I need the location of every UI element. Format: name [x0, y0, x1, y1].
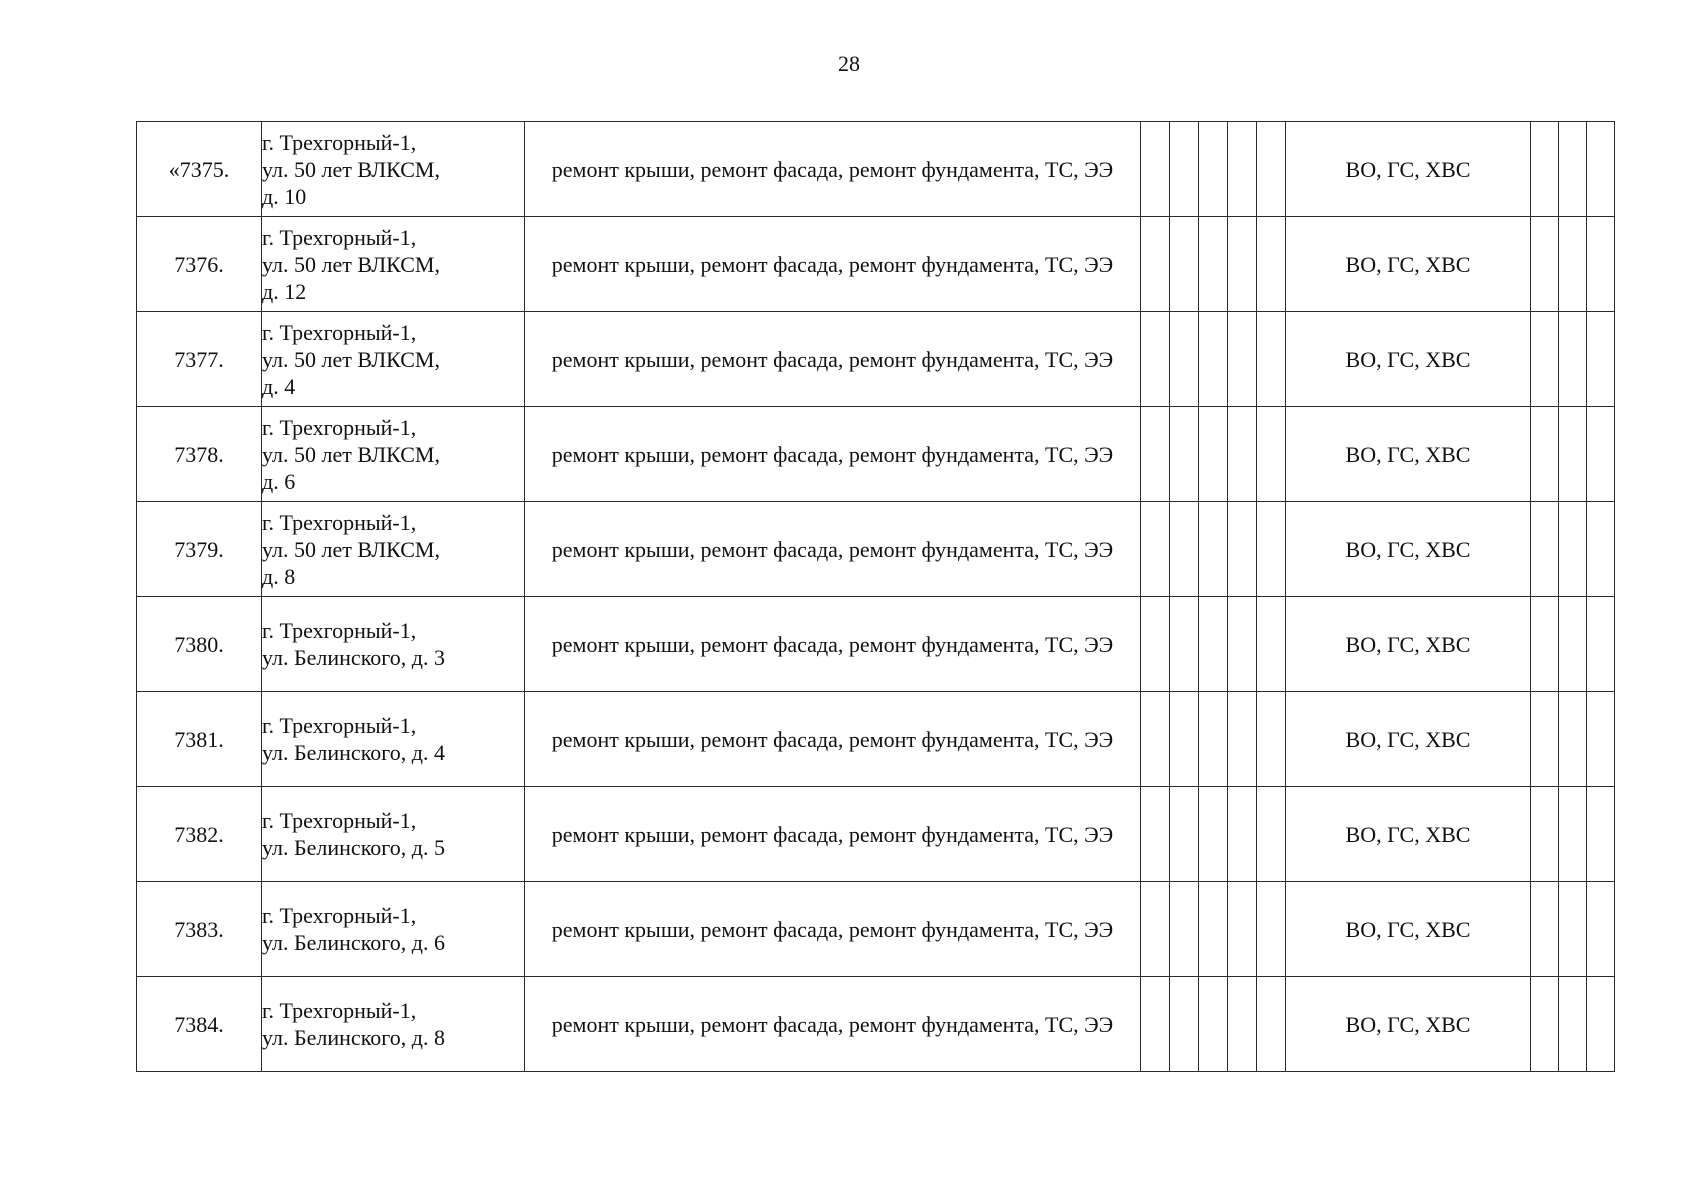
empty-cell [1531, 787, 1559, 882]
empty-cell [1531, 502, 1559, 597]
address-line: г. Трехгорный-1, [262, 903, 417, 928]
empty-cell [1228, 597, 1257, 692]
empty-cell [1170, 977, 1199, 1072]
empty-cell [1170, 502, 1199, 597]
empty-cell [1141, 217, 1170, 312]
systems-cell: ВО, ГС, ХВС [1286, 407, 1531, 502]
empty-cell [1559, 122, 1587, 217]
address-line: ул. 50 лет ВЛКСМ, [262, 346, 440, 372]
empty-cell [1587, 882, 1615, 977]
works-cell: ремонт крыши, ремонт фасада, ремонт фундамента, ТС, ЭЭ [525, 597, 1141, 692]
address-line: г. Трехгорный-1, [262, 998, 417, 1023]
empty-cell [1170, 217, 1199, 312]
empty-cell [1559, 312, 1587, 407]
address-line: д. 12 [262, 278, 307, 304]
empty-cell [1257, 407, 1286, 502]
works-cell: ремонт крыши, ремонт фасада, ремонт фундамента, ТС, ЭЭ [525, 407, 1141, 502]
empty-cell [1587, 977, 1615, 1072]
empty-cell [1228, 692, 1257, 787]
empty-cell [1531, 217, 1559, 312]
empty-cell [1559, 597, 1587, 692]
systems-cell: ВО, ГС, ХВС [1286, 312, 1531, 407]
empty-cell [1559, 692, 1587, 787]
empty-cell [1587, 312, 1615, 407]
empty-cell [1228, 977, 1257, 1072]
address-cell [262, 217, 525, 312]
address-line: ул. Белинского, д. 8 [262, 1025, 445, 1050]
address-cell [262, 502, 525, 597]
row-number-cell: 7380. [137, 597, 262, 692]
empty-cell [1199, 217, 1228, 312]
empty-cell [1587, 217, 1615, 312]
table-row [137, 122, 1615, 217]
works-cell: ремонт крыши, ремонт фасада, ремонт фундамента, ТС, ЭЭ [525, 502, 1141, 597]
empty-cell [1531, 882, 1559, 977]
table-row [137, 787, 1615, 882]
empty-cell [1257, 312, 1286, 407]
empty-cell [1199, 122, 1228, 217]
empty-cell [1559, 502, 1587, 597]
empty-cell [1199, 407, 1228, 502]
table-row [137, 407, 1615, 502]
address-line: г. Трехгорный-1, [262, 129, 417, 155]
systems-cell: ВО, ГС, ХВС [1286, 502, 1531, 597]
address-line: ул. 50 лет ВЛКСМ, [262, 251, 440, 277]
empty-cell [1587, 787, 1615, 882]
address-cell [262, 122, 525, 217]
systems-cell: ВО, ГС, ХВС [1286, 217, 1531, 312]
row-number-cell: 7378. [137, 407, 262, 502]
address-line: ул. 50 лет ВЛКСМ, [262, 441, 440, 467]
empty-cell [1141, 787, 1170, 882]
address-line: г. Трехгорный-1, [262, 224, 417, 250]
empty-cell [1531, 312, 1559, 407]
empty-cell [1199, 502, 1228, 597]
empty-cell [1257, 502, 1286, 597]
row-number-cell: 7379. [137, 502, 262, 597]
empty-cell [1531, 597, 1559, 692]
address-line: д. 10 [262, 183, 307, 209]
empty-cell [1141, 692, 1170, 787]
empty-cell [1257, 217, 1286, 312]
table-row [137, 597, 1615, 692]
empty-cell [1170, 122, 1199, 217]
empty-cell [1257, 692, 1286, 787]
address-cell [262, 407, 525, 502]
empty-cell [1257, 977, 1286, 1072]
row-number-cell: 7384. [137, 977, 262, 1072]
empty-cell [1587, 597, 1615, 692]
systems-cell: ВО, ГС, ХВС [1286, 122, 1531, 217]
empty-cell [1141, 502, 1170, 597]
empty-cell [1228, 407, 1257, 502]
address-line: г. Трехгорный-1, [262, 319, 417, 345]
address-line: г. Трехгорный-1, [262, 618, 417, 643]
systems-cell: ВО, ГС, ХВС [1286, 787, 1531, 882]
empty-cell [1170, 787, 1199, 882]
address-cell [262, 312, 525, 407]
address-cell [262, 977, 525, 1072]
empty-cell [1257, 882, 1286, 977]
empty-cell [1199, 882, 1228, 977]
empty-cell [1587, 692, 1615, 787]
row-number-cell: 7381. [137, 692, 262, 787]
address-line: г. Трехгорный-1, [262, 509, 417, 535]
page-number: 28 [838, 51, 860, 76]
empty-cell [1170, 882, 1199, 977]
table-row [137, 312, 1615, 407]
empty-cell [1257, 787, 1286, 882]
address-line: г. Трехгорный-1, [262, 808, 417, 833]
works-cell: ремонт крыши, ремонт фасада, ремонт фундамента, ТС, ЭЭ [525, 882, 1141, 977]
table-row [137, 692, 1615, 787]
address-line: ул. Белинского, д. 3 [262, 645, 445, 670]
systems-cell: ВО, ГС, ХВС [1286, 692, 1531, 787]
address-line: ул. Белинского, д. 6 [262, 930, 445, 955]
address-line: д. 8 [262, 563, 296, 589]
empty-cell [1257, 597, 1286, 692]
address-line: ул. 50 лет ВЛКСМ, [262, 156, 440, 182]
empty-cell [1228, 217, 1257, 312]
empty-cell [1228, 312, 1257, 407]
empty-cell [1228, 882, 1257, 977]
address-cell [262, 597, 525, 692]
empty-cell [1170, 597, 1199, 692]
empty-cell [1199, 787, 1228, 882]
empty-cell [1587, 502, 1615, 597]
empty-cell [1559, 787, 1587, 882]
empty-cell [1587, 407, 1615, 502]
row-number-cell: 7377. [137, 312, 262, 407]
address-line: д. 6 [262, 468, 296, 494]
empty-cell [1587, 122, 1615, 217]
empty-cell [1559, 217, 1587, 312]
works-cell: ремонт крыши, ремонт фасада, ремонт фундамента, ТС, ЭЭ [525, 977, 1141, 1072]
address-line: г. Трехгорный-1, [262, 414, 417, 440]
systems-cell: ВО, ГС, ХВС [1286, 977, 1531, 1072]
works-cell: ремонт крыши, ремонт фасада, ремонт фундамента, ТС, ЭЭ [525, 312, 1141, 407]
row-number-cell: «7375. [137, 122, 262, 217]
address-line: г. Трехгорный-1, [262, 713, 417, 738]
table-row [137, 217, 1615, 312]
empty-cell [1141, 977, 1170, 1072]
empty-cell [1531, 977, 1559, 1072]
empty-cell [1531, 122, 1559, 217]
empty-cell [1141, 597, 1170, 692]
address-line: д. 4 [262, 373, 296, 399]
address-line: ул. Белинского, д. 4 [262, 740, 445, 765]
address-line: ул. Белинского, д. 5 [262, 835, 445, 860]
empty-cell [1531, 407, 1559, 502]
address-cell [262, 882, 525, 977]
table-row [137, 502, 1615, 597]
empty-cell [1141, 312, 1170, 407]
empty-cell [1559, 407, 1587, 502]
address-line: ул. 50 лет ВЛКСМ, [262, 536, 440, 562]
empty-cell [1199, 597, 1228, 692]
empty-cell [1257, 122, 1286, 217]
empty-cell [1170, 312, 1199, 407]
empty-cell [1531, 692, 1559, 787]
address-cell [262, 692, 525, 787]
empty-cell [1199, 977, 1228, 1072]
systems-cell: ВО, ГС, ХВС [1286, 597, 1531, 692]
table-body [137, 122, 1615, 1072]
table-row [137, 882, 1615, 977]
works-cell: ремонт крыши, ремонт фасада, ремонт фундамента, ТС, ЭЭ [525, 217, 1141, 312]
empty-cell [1170, 692, 1199, 787]
empty-cell [1170, 407, 1199, 502]
row-number-cell: 7383. [137, 882, 262, 977]
address-cell [262, 787, 525, 882]
empty-cell [1199, 312, 1228, 407]
row-number-cell: 7382. [137, 787, 262, 882]
row-number-cell: 7376. [137, 217, 262, 312]
works-cell: ремонт крыши, ремонт фасада, ремонт фундамента, ТС, ЭЭ [525, 122, 1141, 217]
empty-cell [1141, 122, 1170, 217]
table-row [137, 977, 1615, 1072]
systems-cell: ВО, ГС, ХВС [1286, 882, 1531, 977]
empty-cell [1228, 787, 1257, 882]
repair-program-table [136, 121, 1615, 1072]
empty-cell [1141, 882, 1170, 977]
works-cell: ремонт крыши, ремонт фасада, ремонт фундамента, ТС, ЭЭ [525, 787, 1141, 882]
empty-cell [1559, 882, 1587, 977]
empty-cell [1141, 407, 1170, 502]
empty-cell [1199, 692, 1228, 787]
empty-cell [1228, 122, 1257, 217]
empty-cell [1559, 977, 1587, 1072]
works-cell: ремонт крыши, ремонт фасада, ремонт фундамента, ТС, ЭЭ [525, 692, 1141, 787]
empty-cell [1228, 502, 1257, 597]
